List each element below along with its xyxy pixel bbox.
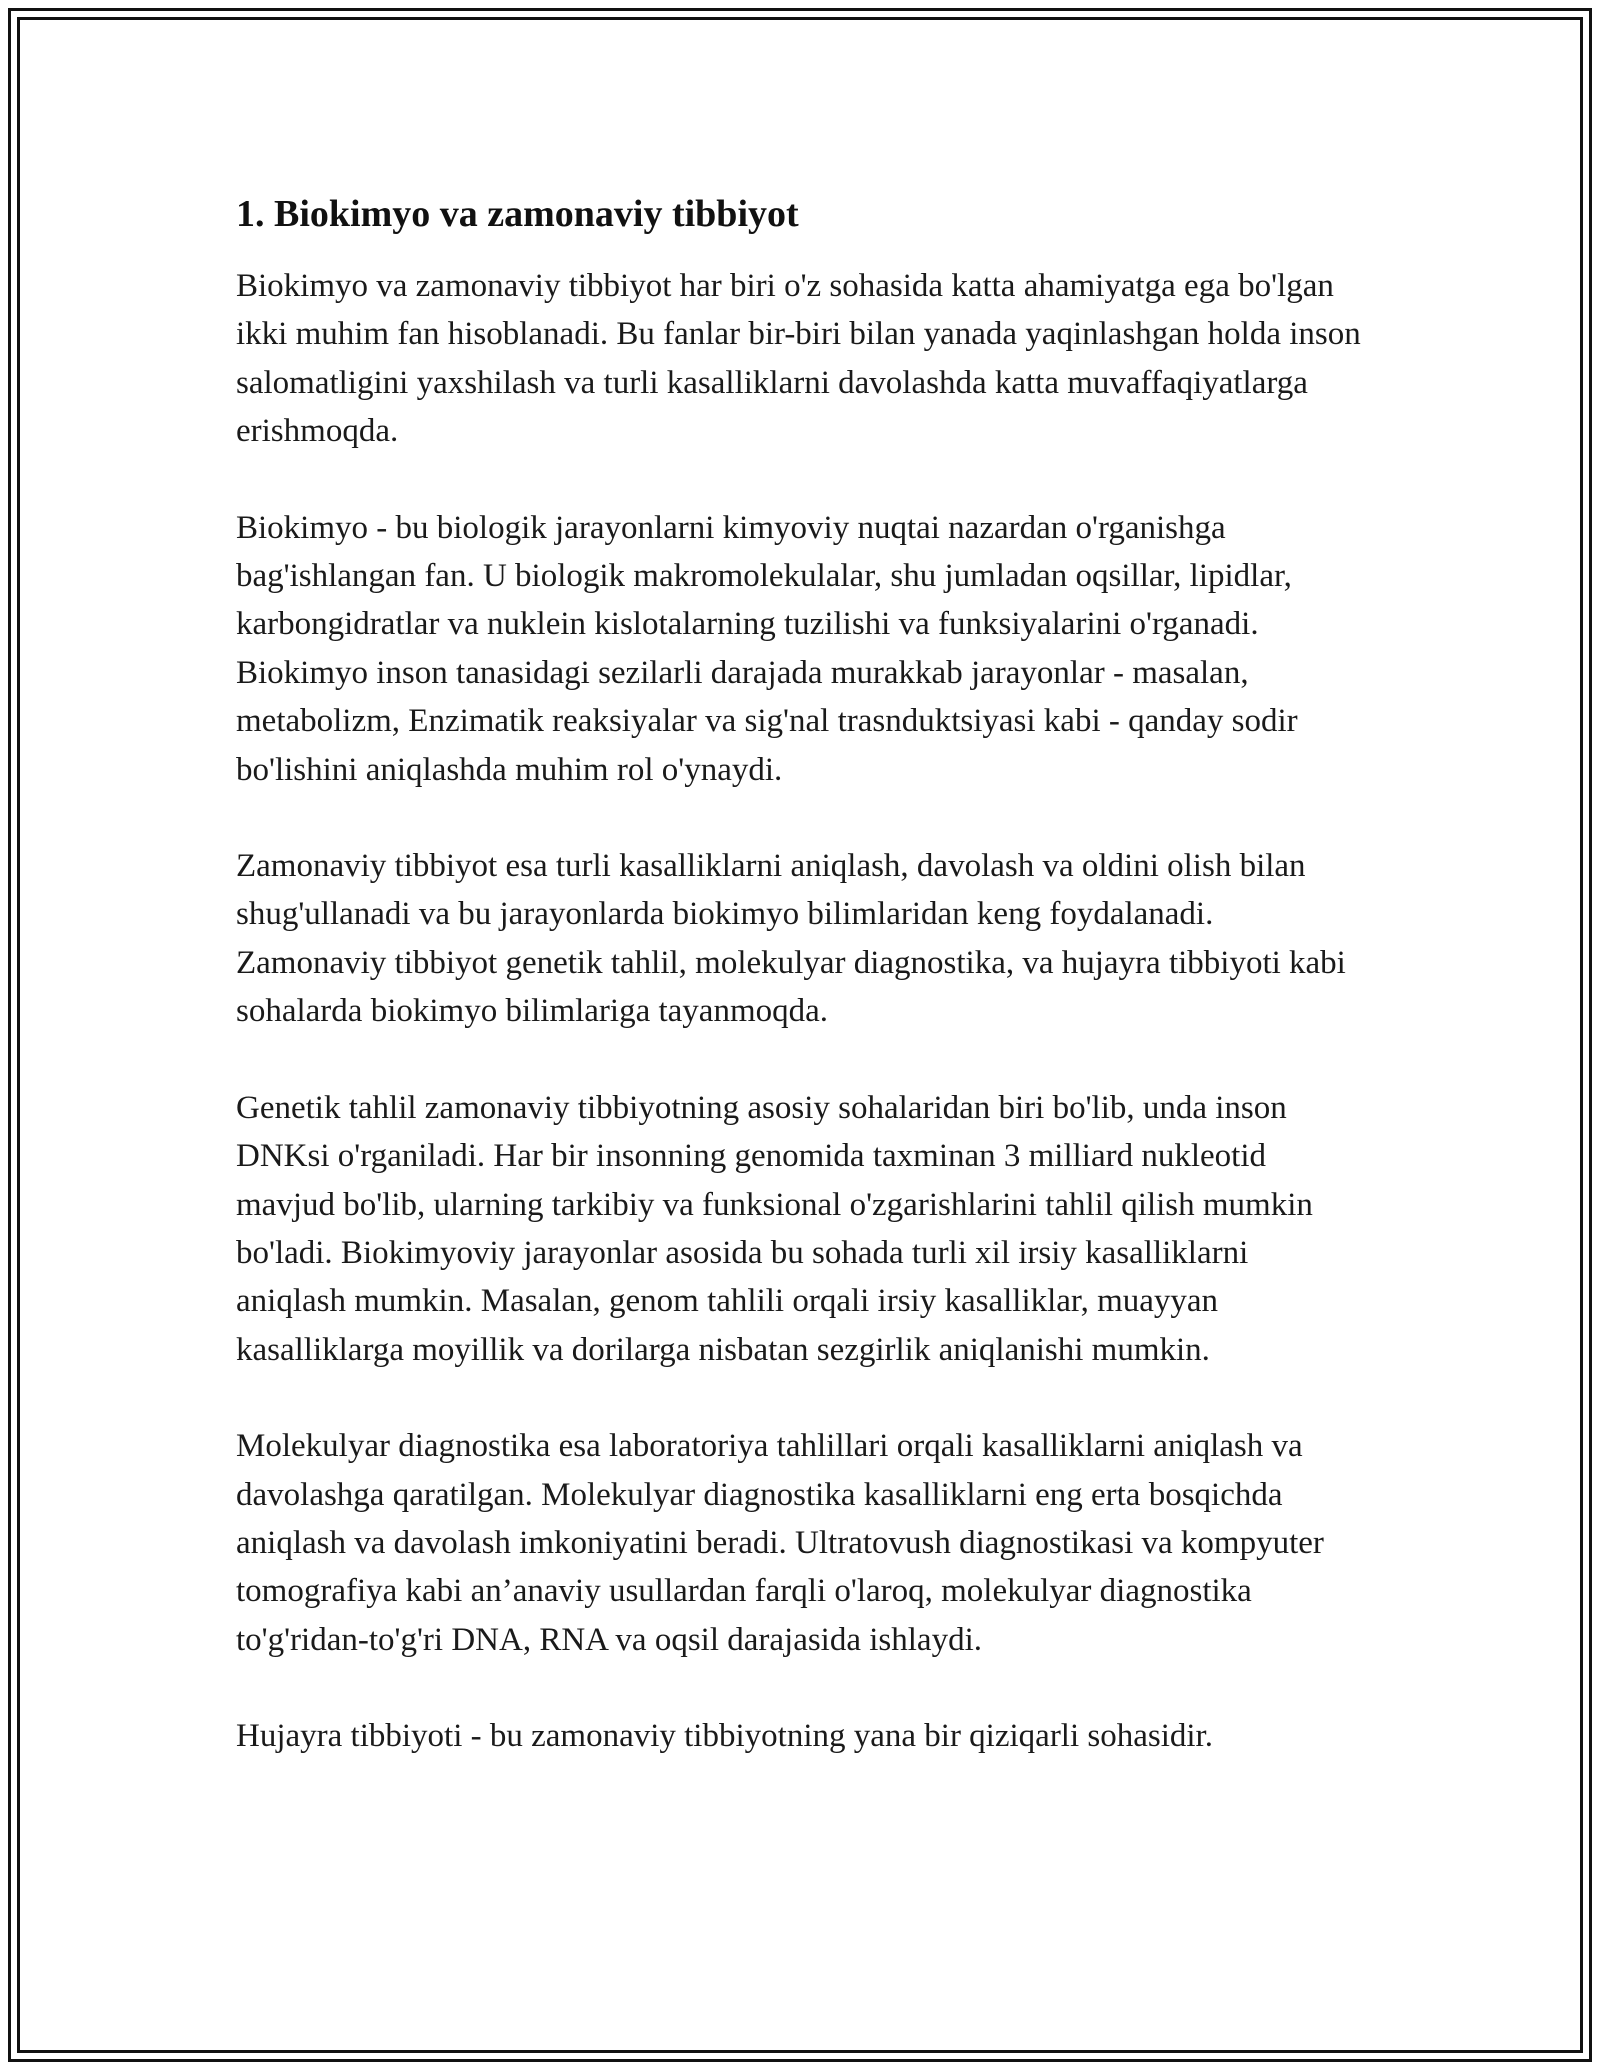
paragraph-biochemistry: Biokimyo - bu biologik jarayonlarni kimyoviy nuqtai nazardan o'rganishga bag'ishlangan fan. U biologik makromolekulalar, shu jumladan oqsillar, lipidlar, karbongidratlar va nuklein kislotalarning tuzilishi va funksiyalarini o'rganadi. Biokimyo inson tanasidagi sezilarli darajada murakkab jarayonlar - masalan, metabolizm, Enzimatik reaksiyalar va sig'nal trasnduktsiyasi kabi - qanday sodir bo'lishini aniqlashda muhim rol o'ynaydi.	[236, 509, 1298, 788]
paragraph-molecular-diagnostics: Molekulyar diagnostika esa laboratoriya tahlillari orqali kasalliklarni aniqlash va davolashga qaratilgan. Molekulyar diagnostika kasalliklarni eng erta bosqichda aniqlash va davolash imkoniyatini beradi. Ultratovush diagnostikasi va kompyuter tomografiya kabi an’anaviy usullardan farqli o'laroq, molekulyar diagnostika to'g'ridan-to'g'ri DNA, RNA va oqsil darajasida ishlaydi.	[236, 1428, 1324, 1658]
document-body	[236, 188, 1366, 1761]
section-heading: 1. Biokimyo va zamonaviy tibbiyot	[236, 193, 799, 235]
paragraph-cell-medicine: Hujayra tibbiyoti - bu zamonaviy tibbiyotning yana bir qiziqarli sohasidir.	[236, 1718, 1213, 1755]
paragraph-modern-medicine: Zamonaviy tibbiyot esa turli kasalliklarni aniqlash, davolash va oldini olish bilan shug'ullanadi va bu jarayonlarda biokimyo bilimlaridan keng foydalanadi. Zamonaviy tibbiyot genetik tahlil, molekulyar diagnostika, va hujayra tibbiyoti kabi sohalarda biokimyo bilimlariga tayanmoqda.	[236, 848, 1346, 1030]
paragraph-intro: Biokimyo va zamonaviy tibbiyot har biri o'z sohasida katta ahamiyatga ega bo'lgan ikki muhim fan hisoblanadi. Bu fanlar bir-biri bilan yanada yaqinlashgan holda inson salomatligini yaxshilash va turli kasalliklarni davolashda katta muvaffaqiyatlarga erishmoqda.	[236, 268, 1361, 450]
paragraph-genetic-analysis: Genetik tahlil zamonaviy tibbiyotning asosiy sohalaridan biri bo'lib, unda inson DNKsi o'rganiladi. Har bir insonning genomida taxminan 3 milliard nukleotid mavjud bo'lib, ularning tarkibiy va funksional o'zgarishlarini tahlil qilish mumkin bo'ladi. Biokimyoviy jarayonlar asosida bu sohada turli xil irsiy kasalliklarni aniqlash mumkin. Masalan, genom tahlili orqali irsiy kasalliklar, muayyan kasalliklarga moyillik va dorilarga nisbatan sezgirlik aniqlanishi mumkin.	[236, 1089, 1313, 1368]
